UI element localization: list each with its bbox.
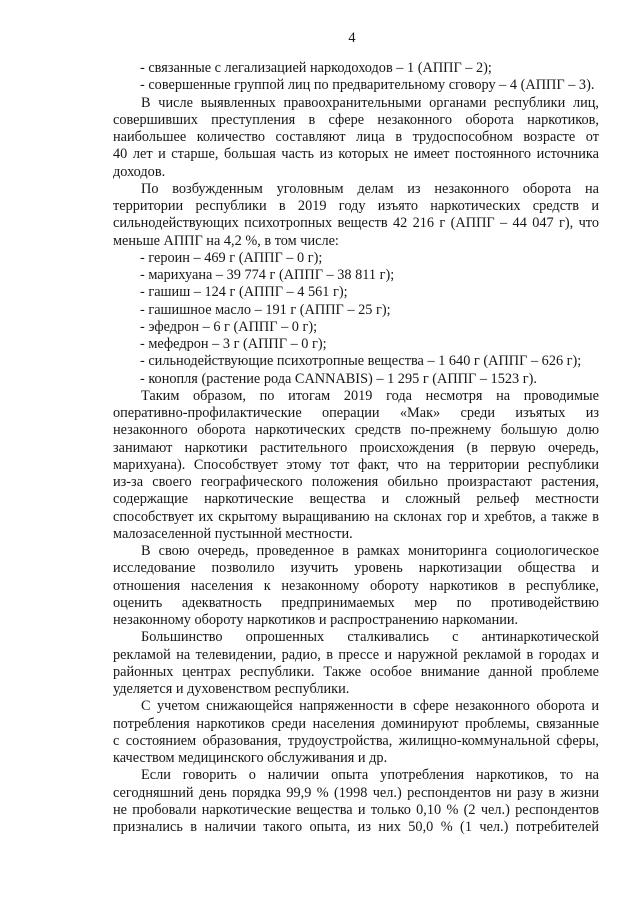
- paragraph-line: сегодняшний день порядка 99,9 % (1998 чел.) респондентов ни разу в жизни: [113, 784, 599, 801]
- paragraph-line: малозаселенной пустынной местности.: [113, 525, 353, 542]
- paragraph-line: территории республики в 2019 году изъято наркотических средств и: [113, 198, 599, 214]
- page-number: 4: [348, 30, 356, 46]
- document-body: [113, 60, 599, 836]
- paragraph-line: незаконному обороту наркотиков и распространению наркомании.: [113, 612, 519, 628]
- paragraph-line: марихуана). Способствует этому тот факт, что на территории республики: [113, 456, 599, 473]
- paragraph-line: оценить адекватность предпринимаемых мер по противодействию: [113, 594, 599, 611]
- list-item: - сильнодействующие психотропные вещества – 1 640 г (АППГ – 626 г);: [140, 353, 582, 370]
- paragraph: [113, 767, 599, 836]
- offense-list: [113, 60, 599, 95]
- list-item: - связанные с легализацией наркодоходов – 1 (АППГ – 2);: [140, 60, 492, 76]
- paragraph-line: потребления наркотиков среди населения доминируют проблемы, связанные: [113, 715, 599, 732]
- paragraph-line: занимают наркотики растительного происхождения (в первую очередь,: [113, 439, 599, 456]
- paragraph-line: не пробовали наркотические вещества и только 0,10 % (2 чел.) респондентов: [113, 801, 599, 818]
- paragraph-line: исследование позволило изучить уровень наркотизации общества и: [113, 560, 599, 577]
- paragraph: [113, 629, 599, 698]
- paragraph-line: Если говорить о наличии опыта употребления наркотиков, то на: [141, 767, 599, 784]
- paragraph-line: отношения населения к незаконному обороту наркотиков в республике,: [113, 577, 599, 594]
- list-item: - гашиш – 124 г (АППГ – 4 561 г);: [140, 284, 348, 301]
- paragraph-line: содержащие наркотические вещества и сложный рельеф местности: [113, 491, 599, 508]
- paragraph-line: меньше АППГ на 4,2 %, в том числе:: [113, 232, 339, 249]
- paragraph-line: доходов.: [113, 163, 166, 180]
- list-item: - мефедрон – 3 г (АППГ – 0 г);: [140, 336, 327, 352]
- paragraph-line: По возбужденным уголовным делам из незаконного оборота на: [141, 180, 599, 197]
- list-item: - конопля (растение рода CANNABIS) – 1 295 г (АППГ – 1523 г).: [140, 370, 537, 387]
- paragraph-line: Таким образом, по итогам 2019 года несмотря на проводимые: [141, 387, 599, 404]
- seizure-list: [113, 250, 599, 388]
- paragraph-line: С учетом снижающейся напряженности в сфере незаконного оборота и: [141, 698, 599, 715]
- paragraph: [113, 698, 599, 767]
- paragraph-line: с состоянием образования, трудоустройства, жилищно-коммунальной сферы,: [113, 732, 599, 749]
- list-item: - гашишное масло – 191 г (АППГ – 25 г);: [140, 301, 391, 318]
- paragraph-line: способствует их скрытому выращиванию на склонах гор и хребтов, а также в: [113, 508, 599, 525]
- list-item: - героин – 469 г (АППГ – 0 г);: [140, 249, 323, 266]
- paragraph: [113, 388, 599, 543]
- list-item: - марихуана – 39 774 г (АППГ – 38 811 г);: [140, 267, 395, 283]
- paragraph-line: совершивших преступления в сфере незаконного оборота наркотиков,: [113, 111, 599, 128]
- paragraph-line: В числе выявленных правоохранительными органами республики лиц,: [141, 94, 599, 111]
- paragraph-line: уделяется и духовенством республики.: [113, 681, 350, 697]
- paragraph-line: признались в наличии такого опыта, из них 50,0 % (1 чел.) потребителей: [113, 819, 599, 835]
- paragraph: [113, 543, 599, 629]
- list-item: - совершенные группой лиц по предварительному сговору – 4 (АППГ – 3).: [140, 77, 595, 94]
- paragraph-line: Большинство опрошенных сталкивались с антинаркотической: [141, 629, 599, 646]
- paragraph-line: наибольшее количество составляют лица в трудоспособном возрасте от: [113, 129, 599, 145]
- paragraph-line: В свою очередь, проведенное в рамках мониторинга социологическое: [141, 543, 599, 559]
- paragraph: [113, 181, 599, 250]
- paragraph-line: рекламой на телевидении, радио, в прессе и наружной рекламой в городах и: [113, 646, 599, 663]
- paragraph-line: качеством медицинского обслуживания и др.: [113, 750, 388, 766]
- list-item: - эфедрон – 6 г (АППГ – 0 г);: [140, 318, 318, 335]
- paragraph-line: сильнодействующих психотропных веществ 42 216 г (АППГ – 44 047 г), что: [113, 215, 599, 232]
- paragraph-line: районных центрах республики. Также особое внимание данной проблеме: [113, 663, 599, 680]
- paragraph-line: оперативно-профилактические операции «Мак» среди изъятых из: [113, 405, 599, 421]
- paragraph-line: 40 лет и старше, большая часть из которых не имеет постоянного источника: [113, 146, 599, 163]
- paragraph-line: незаконного оборота наркотических средств по-прежнему большую долю: [113, 422, 599, 439]
- paragraph-line: из-за своего географического положения обильно произрастают растения,: [113, 474, 599, 490]
- paragraph: [113, 95, 599, 181]
